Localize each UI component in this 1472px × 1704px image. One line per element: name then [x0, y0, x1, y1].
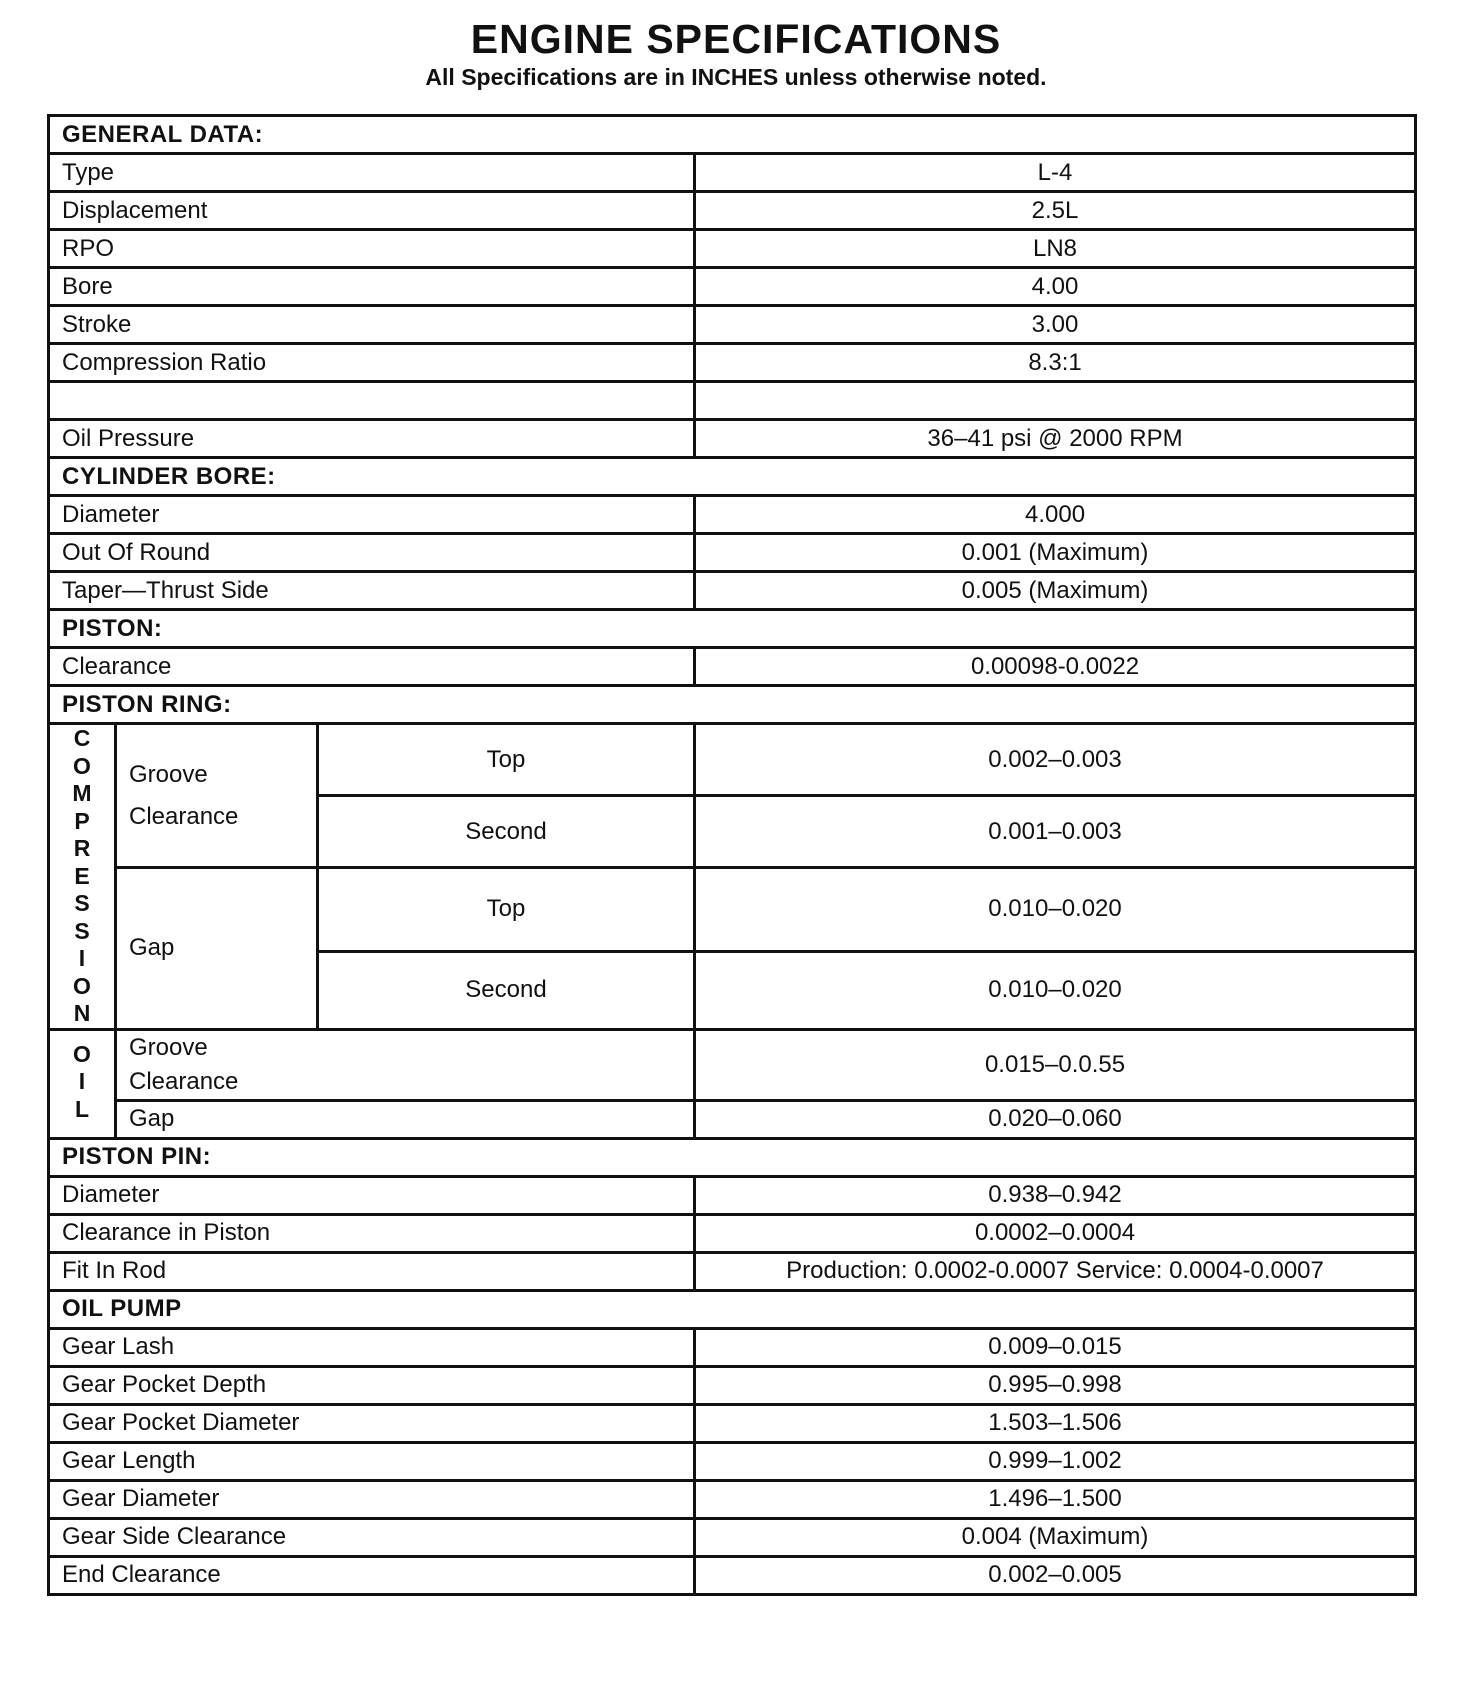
section-header-row [49, 116, 1416, 154]
spec-label: RPO [49, 230, 695, 268]
vertical-letter: R [73, 835, 91, 861]
vertical-letter: I [78, 945, 86, 971]
empty-label-cell [49, 382, 695, 420]
spec-label: Clearance [49, 648, 695, 686]
spec-label: Gear Diameter [49, 1480, 695, 1518]
section-heading-piston-ring: PISTON RING: [49, 686, 1416, 724]
spec-label: Taper—Thrust Side [49, 572, 695, 610]
spec-value: 4.00 [695, 268, 1416, 306]
table-row [49, 572, 1416, 610]
section-heading-piston-pin: PISTON PIN: [49, 1138, 1416, 1176]
label-line: Clearance [129, 1067, 239, 1095]
compression-vertical-label [49, 724, 116, 1030]
spec-value: 0.009–0.015 [695, 1328, 1416, 1366]
vertical-letter: L [74, 1095, 90, 1122]
spec-value: 0.005 (Maximum) [695, 572, 1416, 610]
spec-label: Gear Length [49, 1442, 695, 1480]
spec-label: Clearance in Piston [49, 1214, 695, 1252]
section-heading-oil-pump: OIL PUMP [49, 1290, 1416, 1328]
section-header-row [49, 610, 1416, 648]
oil-vertical-label [49, 1029, 116, 1138]
table-row [49, 1214, 1416, 1252]
spec-value: 36–41 psi @ 2000 RPM [695, 420, 1416, 458]
vertical-letter: S [74, 890, 90, 916]
ring-position-label: Top [318, 724, 695, 796]
vertical-letter: I [78, 1068, 86, 1094]
engine-spec-table [47, 114, 1417, 1596]
spec-label: Stroke [49, 306, 695, 344]
label-line: Clearance [129, 802, 239, 830]
table-row [49, 1252, 1416, 1290]
spec-value: 0.002–0.005 [695, 1556, 1416, 1594]
spec-value: 0.010–0.020 [695, 951, 1416, 1029]
spec-label: Gear Lash [49, 1328, 695, 1366]
spec-value: 0.002–0.003 [695, 724, 1416, 796]
spec-value: 0.015–0.0.55 [695, 1029, 1416, 1100]
vertical-letter: N [73, 1000, 91, 1026]
table-row [49, 1556, 1416, 1594]
spec-value: 0.001–0.003 [695, 796, 1416, 868]
ring-position-label: Second [318, 796, 695, 868]
vertical-letter: S [74, 917, 90, 944]
spec-value: 1.496–1.500 [695, 1480, 1416, 1518]
page-subtitle: All Specifications are in INCHES unless otherwise noted. [425, 64, 1047, 90]
spec-value: Production: 0.0002-0.0007 Service: 0.0004-0.0007 [695, 1252, 1416, 1290]
spec-label: Oil Pressure [49, 420, 695, 458]
section-heading-cylinder-bore: CYLINDER BORE: [49, 458, 1416, 496]
spec-value: 8.3:1 [695, 344, 1416, 382]
table-row [49, 724, 1416, 796]
section-header-row [49, 686, 1416, 724]
table-row [49, 1029, 1416, 1100]
table-row [49, 534, 1416, 572]
spec-value: L-4 [695, 154, 1416, 192]
label-line: Groove [129, 1033, 208, 1061]
section-header-row [49, 458, 1416, 496]
spec-value: 0.938–0.942 [695, 1176, 1416, 1214]
page-title: ENGINE SPECIFICATIONS [470, 16, 1002, 62]
spec-label: Bore [49, 268, 695, 306]
table-row [49, 306, 1416, 344]
section-header-row [49, 1290, 1416, 1328]
table-row [49, 1404, 1416, 1442]
table-row [49, 1100, 1416, 1138]
spec-value: 0.999–1.002 [695, 1442, 1416, 1480]
spec-value: 0.001 (Maximum) [695, 534, 1416, 572]
spec-value: 1.503–1.506 [695, 1404, 1416, 1442]
vertical-letter: O [73, 752, 91, 779]
spec-label: Gear Pocket Depth [49, 1366, 695, 1404]
compression-gap-label: Gap [116, 868, 318, 1030]
spec-label: Diameter [49, 496, 695, 534]
spec-label: Gear Side Clearance [49, 1518, 695, 1556]
vertical-letter: E [74, 862, 90, 889]
spec-value: 0.00098-0.0022 [695, 648, 1416, 686]
table-row [49, 344, 1416, 382]
spec-value: 3.00 [695, 306, 1416, 344]
table-row [49, 868, 1416, 952]
spec-label: Out Of Round [49, 534, 695, 572]
section-heading-general: GENERAL DATA: [49, 116, 1416, 154]
spec-label: Type [49, 154, 695, 192]
vertical-letter: P [74, 807, 90, 834]
label-line: Groove [129, 760, 208, 788]
table-row [49, 420, 1416, 458]
spec-label: Displacement [49, 192, 695, 230]
table-row [49, 230, 1416, 268]
spec-label: Diameter [49, 1176, 695, 1214]
spec-label: Gear Pocket Diameter [49, 1404, 695, 1442]
oil-groove-clearance-label [116, 1029, 695, 1100]
empty-value-cell [695, 382, 1416, 420]
table-row [49, 1176, 1416, 1214]
section-header-row [49, 1138, 1416, 1176]
spec-value: 0.0002–0.0004 [695, 1214, 1416, 1252]
spec-value: 0.995–0.998 [695, 1366, 1416, 1404]
spec-label: End Clearance [49, 1556, 695, 1594]
vertical-letter: M [72, 780, 92, 806]
table-row [49, 1442, 1416, 1480]
table-row [49, 1366, 1416, 1404]
vertical-letter: C [73, 725, 91, 751]
spec-value: 0.020–0.060 [695, 1100, 1416, 1138]
table-row [49, 496, 1416, 534]
vertical-letter: O [73, 1040, 91, 1067]
vertical-letter: O [73, 972, 91, 999]
spec-label: Compression Ratio [49, 344, 695, 382]
table-row [49, 1328, 1416, 1366]
table-row [49, 154, 1416, 192]
compression-groove-clearance-label [116, 724, 318, 868]
spec-value: 0.004 (Maximum) [695, 1518, 1416, 1556]
spec-value: 0.010–0.020 [695, 868, 1416, 952]
ring-position-label: Second [318, 951, 695, 1029]
section-heading-piston: PISTON: [49, 610, 1416, 648]
oil-gap-label: Gap [116, 1100, 695, 1138]
table-row [49, 268, 1416, 306]
spec-value: LN8 [695, 230, 1416, 268]
table-row [49, 1518, 1416, 1556]
table-row [49, 648, 1416, 686]
table-row [49, 192, 1416, 230]
empty-row [49, 382, 1416, 420]
spec-value: 2.5L [695, 192, 1416, 230]
table-row [49, 1480, 1416, 1518]
spec-label: Fit In Rod [49, 1252, 695, 1290]
spec-value: 4.000 [695, 496, 1416, 534]
ring-position-label: Top [318, 868, 695, 952]
